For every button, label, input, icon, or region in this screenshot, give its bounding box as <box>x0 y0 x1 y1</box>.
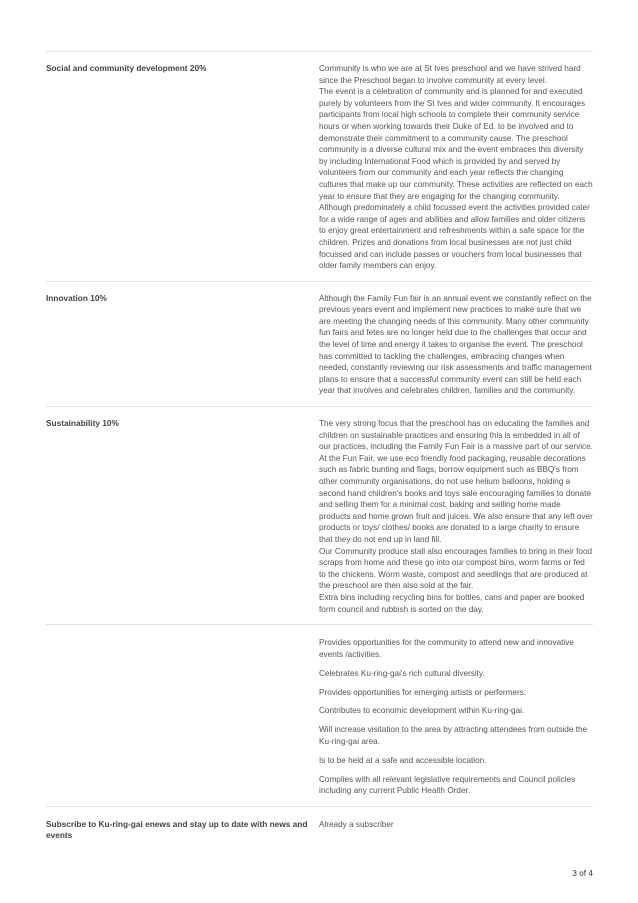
criteria-item: Contributes to economic development within Ku-ring-gai. <box>319 706 525 716</box>
section-text: The very strong focus that the preschool has on educating the families and children on sustainable practices and ensuring this is embedded in all of our practices, including the Family Fun Fair is a massive part of our service. At the Fun Fair, we use eco friendly food packaging, reusable decorations such as fabric bunting and flags, borrow equipment such as BBQ's from other community organisations, do not use helium balloons, holding a second hand children's books and toys sale encouraging families to donate and selling them for a minimal cost, baking and selling home made products and home grown fruit and juices. We also ensure that any left over products or toys/ clothes/ books are donated to a large charity to ensure that they do not end up in land fill. Our Community produce stall also encourages families to bring in their food scraps from home and these go into our compost bins, worm farms or fed to the chickens. Worm waste, compost and seedlings that are produced at the preschool are then also sold at the fair. Extra bins including recycling bins for bottles, cans and paper are booked form council and rubbish is sorted on the day. <box>319 419 593 614</box>
section-social-community <box>46 51 593 281</box>
section-label: Social and community development 20% <box>46 63 207 73</box>
section-label-empty <box>46 625 319 806</box>
criteria-item: Provides opportunities for the community to attend new and innovative events /activities. <box>319 638 574 659</box>
section-innovation <box>46 281 593 406</box>
criteria-item: Complies with all relevant legislative requirements and Council policies including any current Public Health Order. <box>319 774 576 796</box>
page-number: 3 of 4 <box>572 868 593 878</box>
criteria-item: Is to be held at a safe and accessible location. <box>319 755 487 765</box>
section-sustainability <box>46 406 593 624</box>
subscribe-label: Subscribe to Ku-ring-gai enews and stay up to date with news and events <box>46 818 308 841</box>
form-page <box>46 51 593 842</box>
section-criteria <box>46 624 593 806</box>
section-label: Innovation 10% <box>46 292 107 303</box>
section-text: Although the Family Fun fair is an annual event we constantly reflect on the previous years event and implement new practices to make sure that we are meeting the changing needs of this community. Many other community fun fairs and fetes are no longer held due to the challenges that occur and the level of time and energy it takes to organise the event. The preschool has committed to tackling the challenges, embracing changes when needed, constantly reviewing our risk assessments and traffic management plans to ensure that a successful community event can still be held each year that involves and celebrates children, families and the community. <box>319 293 592 396</box>
criteria-item: Celebrates Ku-ring-gai's rich cultural diversity. <box>319 668 485 678</box>
section-text: Community is who we are at St Ives preschool and we have strived hard since the Preschool began to involve community at every level. The event is a celebration of community and is planned for and executed purely by volunteers from the St Ives and wider community. It encourages participants from local high schools to complete their community service hours or when working towards their Duke of Ed. to be involved and to demonstrate their commitment to a community cause. The preschool community is a diverse cultural mix and the event embraces this diversity by including International Food which is provided by and served by volunteers from our community and each year reflects the changing cultures that make up our community. These activities are reflected on each year to ensure that they are engaging for the changing community. Although predominately a child focussed event the activities provided cater for a wide range of ages and abilities and allow families and older citizens to enjoy great entertainment and refreshments within a safe space for the children. Prizes and donations from local businesses are not just child focussed and can include passes or vouchers from local businesses that older family members can enjoy. <box>319 64 593 271</box>
criteria-item: Provides opportunities for emerging artists or performers. <box>319 687 527 697</box>
section-label: Sustainability 10% <box>46 418 119 429</box>
section-subscribe <box>46 806 593 842</box>
criteria-item: Will increase visitation to the area by attracting attendees from outside the Ku-ring-gai area. <box>319 725 588 746</box>
criteria-list <box>319 625 593 806</box>
subscribe-value: Already a subscriber <box>319 819 394 829</box>
